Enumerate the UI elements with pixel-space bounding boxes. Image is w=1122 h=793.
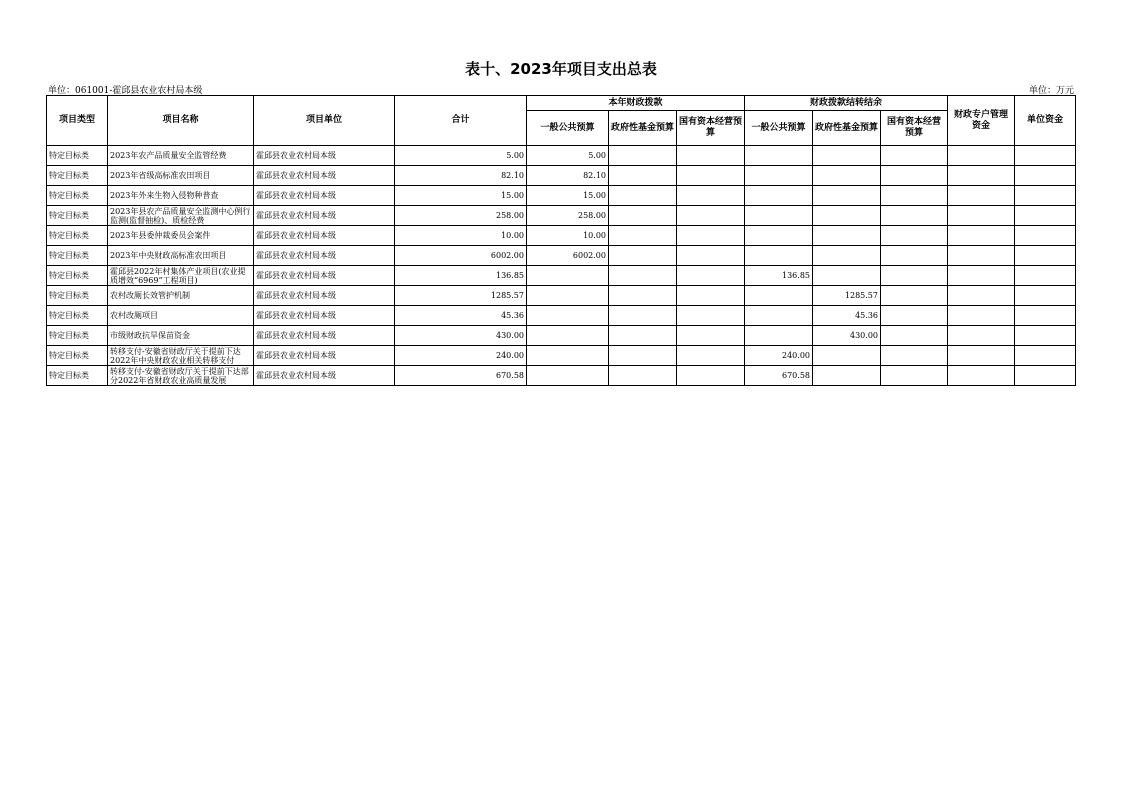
cell-g2-state-capital-budget: [881, 166, 948, 186]
cell-g2-gov-fund-budget: [813, 266, 881, 286]
cell-g1-state-capital-budget: [677, 246, 745, 266]
cell-g1-state-capital-budget: [677, 326, 745, 346]
header-g1-state-capital-budget: 国有资本经营预算: [677, 111, 745, 146]
cell-g1-gov-fund-budget: [609, 346, 677, 366]
cell-project-unit: 霍邱县农业农村局本级: [254, 366, 395, 386]
cell-project-unit: 霍邱县农业农村局本级: [254, 246, 395, 266]
project-name-text: 转移支付-安徽省财政厅关于提前下达部分2022年省财政农业高质量发展: [110, 366, 249, 385]
cell-g1-gov-fund-budget: [609, 186, 677, 206]
cell-project-name: [108, 306, 254, 326]
cell-project-type: 特定目标类: [47, 226, 108, 246]
cell-g1-state-capital-budget: [677, 206, 745, 226]
cell-g2-gov-fund-budget: [813, 366, 881, 386]
cell-project-unit: 霍邱县农业农村局本级: [254, 266, 395, 286]
table-row: [47, 326, 1076, 346]
cell-special-account-funds: [948, 226, 1015, 246]
cell-g2-general-budget: [745, 166, 813, 186]
cell-unit-funds: [1015, 366, 1076, 386]
cell-g2-general-budget: 136.85: [745, 266, 813, 286]
cell-g1-gov-fund-budget: [609, 306, 677, 326]
cell-unit-funds: [1015, 226, 1076, 246]
header-g2-general-budget: 一般公共预算: [745, 111, 813, 146]
cell-g2-state-capital-budget: [881, 226, 948, 246]
cell-total: 240.00: [395, 346, 527, 366]
header-g2-state-capital-budget: 国有资本经营预算: [881, 111, 948, 146]
header-project-type: 项目类型: [47, 96, 108, 146]
cell-unit-funds: [1015, 286, 1076, 306]
header-g2-gov-fund-budget: 政府性基金预算: [813, 111, 881, 146]
cell-g1-gov-fund-budget: [609, 166, 677, 186]
cell-g1-state-capital-budget: [677, 226, 745, 246]
cell-project-type: 特定目标类: [47, 306, 108, 326]
cell-g1-state-capital-budget: [677, 346, 745, 366]
table-row: [47, 286, 1076, 306]
cell-project-name: [108, 326, 254, 346]
cell-g1-general-budget: [527, 366, 609, 386]
cell-project-name: [108, 346, 254, 366]
cell-g1-general-budget: 6002.00: [527, 246, 609, 266]
cell-g1-gov-fund-budget: [609, 146, 677, 166]
cell-unit-funds: [1015, 246, 1076, 266]
cell-g2-gov-fund-budget: [813, 186, 881, 206]
cell-total: 1285.57: [395, 286, 527, 306]
cell-unit-funds: [1015, 306, 1076, 326]
cell-g2-gov-fund-budget: [813, 226, 881, 246]
cell-total: 10.00: [395, 226, 527, 246]
cell-project-unit: 霍邱县农业农村局本级: [254, 146, 395, 166]
cell-g2-state-capital-budget: [881, 146, 948, 166]
cell-project-name: [108, 166, 254, 186]
cell-g1-gov-fund-budget: [609, 266, 677, 286]
cell-g1-state-capital-budget: [677, 166, 745, 186]
cell-special-account-funds: [948, 306, 1015, 326]
cell-unit-funds: [1015, 166, 1076, 186]
cell-g2-gov-fund-budget: [813, 346, 881, 366]
cell-project-name: [108, 146, 254, 166]
cell-project-type: 特定目标类: [47, 166, 108, 186]
cell-total: 136.85: [395, 266, 527, 286]
cell-project-unit: 霍邱县农业农村局本级: [254, 346, 395, 366]
table-row: [47, 186, 1076, 206]
cell-project-type: 特定目标类: [47, 246, 108, 266]
table-row: [47, 146, 1076, 166]
unit-org-label: 单位：061001-霍邱县农业农村局本级: [48, 86, 203, 96]
project-name-text: 2023年农产品质量安全监管经费: [110, 151, 227, 160]
cell-g1-state-capital-budget: [677, 146, 745, 166]
cell-g2-gov-fund-budget: 430.00: [813, 326, 881, 346]
cell-special-account-funds: [948, 266, 1015, 286]
cell-g1-general-budget: [527, 326, 609, 346]
cell-g2-gov-fund-budget: 1285.57: [813, 286, 881, 306]
cell-g2-gov-fund-budget: 45.36: [813, 306, 881, 326]
cell-total: 45.36: [395, 306, 527, 326]
cell-project-unit: 霍邱县农业农村局本级: [254, 226, 395, 246]
project-name-text: 2023年省级高标准农田项目: [110, 171, 211, 180]
cell-g1-gov-fund-budget: [609, 286, 677, 306]
cell-special-account-funds: [948, 286, 1015, 306]
cell-total: 5.00: [395, 146, 527, 166]
cell-g2-gov-fund-budget: [813, 166, 881, 186]
cell-project-unit: 霍邱县农业农村局本级: [254, 186, 395, 206]
project-name-text: 2023年中央财政高标准农田项目: [110, 251, 227, 260]
cell-g1-general-budget: [527, 306, 609, 326]
cell-project-type: 特定目标类: [47, 366, 108, 386]
table-row: [47, 206, 1076, 226]
cell-total: 82.10: [395, 166, 527, 186]
header-special-account-funds: 财政专户管理资金: [948, 96, 1015, 146]
cell-g1-state-capital-budget: [677, 366, 745, 386]
cell-g1-gov-fund-budget: [609, 206, 677, 226]
table-row: [47, 306, 1076, 326]
cell-g2-general-budget: [745, 286, 813, 306]
cell-total: 258.00: [395, 206, 527, 226]
project-name-text: 转移支付-安徽省财政厅关于提前下达2022年中央财政农业相关转移支付: [110, 346, 241, 365]
cell-special-account-funds: [948, 166, 1015, 186]
cell-project-name: [108, 366, 254, 386]
cell-g1-gov-fund-budget: [609, 326, 677, 346]
project-name-text: 农村改厕项目: [110, 311, 158, 320]
cell-project-type: 特定目标类: [47, 206, 108, 226]
header-carryover-balance: 财政拨款结转结余: [745, 96, 948, 111]
cell-project-name: [108, 226, 254, 246]
cell-g1-state-capital-budget: [677, 266, 745, 286]
project-name-text: 2023年县委仲裁委员会案件: [110, 231, 211, 240]
cell-g2-state-capital-budget: [881, 206, 948, 226]
header-total: 合计: [395, 96, 527, 146]
header-project-name: 项目名称: [108, 96, 254, 146]
cell-g2-state-capital-budget: [881, 246, 948, 266]
cell-project-type: 特定目标类: [47, 266, 108, 286]
unit-currency-label: 单位：万元: [1028, 86, 1074, 96]
table-row: [47, 266, 1076, 286]
cell-project-name: [108, 246, 254, 266]
cell-unit-funds: [1015, 206, 1076, 226]
table-row: [47, 346, 1076, 366]
table-body: [47, 146, 1076, 386]
cell-g1-general-budget: 82.10: [527, 166, 609, 186]
cell-special-account-funds: [948, 366, 1015, 386]
cell-project-name: [108, 206, 254, 226]
table-row: [47, 226, 1076, 246]
cell-special-account-funds: [948, 326, 1015, 346]
cell-g2-general-budget: [745, 306, 813, 326]
cell-project-unit: 霍邱县农业农村局本级: [254, 326, 395, 346]
project-name-text: 霍邱县2022年村集体产业项目(农业提质增效“6969”工程项目): [110, 266, 246, 285]
cell-g1-state-capital-budget: [677, 286, 745, 306]
cell-g2-general-budget: [745, 326, 813, 346]
cell-g1-general-budget: 5.00: [527, 146, 609, 166]
cell-g1-general-budget: 258.00: [527, 206, 609, 226]
cell-g1-general-budget: 10.00: [527, 226, 609, 246]
header-project-unit: 项目单位: [254, 96, 395, 146]
cell-unit-funds: [1015, 266, 1076, 286]
cell-special-account-funds: [948, 146, 1015, 166]
project-expenditure-table: [46, 95, 1076, 386]
cell-g2-state-capital-budget: [881, 326, 948, 346]
cell-project-type: 特定目标类: [47, 346, 108, 366]
cell-unit-funds: [1015, 326, 1076, 346]
cell-project-name: [108, 186, 254, 206]
cell-unit-funds: [1015, 186, 1076, 206]
cell-g1-general-budget: 15.00: [527, 186, 609, 206]
project-name-text: 农村改厕长效管护机制: [110, 291, 190, 300]
cell-special-account-funds: [948, 346, 1015, 366]
cell-project-name: [108, 286, 254, 306]
cell-g2-general-budget: 670.58: [745, 366, 813, 386]
page-title: 表十、2023年项目支出总表: [465, 60, 657, 78]
cell-g2-general-budget: [745, 206, 813, 226]
cell-g1-state-capital-budget: [677, 186, 745, 206]
cell-g2-state-capital-budget: [881, 286, 948, 306]
cell-g1-general-budget: [527, 346, 609, 366]
cell-g1-general-budget: [527, 286, 609, 306]
cell-g2-state-capital-budget: [881, 306, 948, 326]
project-name-text: 2023年县农产品质量安全监测中心例行监测(监督抽检)、质检经费: [110, 206, 251, 225]
table-row: [47, 366, 1076, 386]
cell-g1-gov-fund-budget: [609, 246, 677, 266]
cell-project-unit: 霍邱县农业农村局本级: [254, 166, 395, 186]
cell-special-account-funds: [948, 246, 1015, 266]
project-name-text: 市级财政抗旱保苗资金: [110, 331, 190, 340]
cell-unit-funds: [1015, 146, 1076, 166]
cell-project-type: 特定目标类: [47, 326, 108, 346]
cell-g1-gov-fund-budget: [609, 366, 677, 386]
cell-project-type: 特定目标类: [47, 146, 108, 166]
cell-total: 670.58: [395, 366, 527, 386]
table-row: [47, 166, 1076, 186]
cell-g2-general-budget: [745, 146, 813, 166]
header-current-year-appropriation: 本年财政拨款: [527, 96, 745, 111]
cell-g2-state-capital-budget: [881, 346, 948, 366]
cell-g1-state-capital-budget: [677, 306, 745, 326]
cell-g2-state-capital-budget: [881, 186, 948, 206]
cell-g1-general-budget: [527, 266, 609, 286]
cell-g2-gov-fund-budget: [813, 146, 881, 166]
header-g1-general-budget: 一般公共预算: [527, 111, 609, 146]
cell-g2-general-budget: [745, 246, 813, 266]
cell-project-type: 特定目标类: [47, 286, 108, 306]
cell-total: 430.00: [395, 326, 527, 346]
cell-g1-gov-fund-budget: [609, 226, 677, 246]
cell-project-unit: 霍邱县农业农村局本级: [254, 286, 395, 306]
cell-g2-general-budget: 240.00: [745, 346, 813, 366]
cell-g2-state-capital-budget: [881, 266, 948, 286]
table-row: [47, 246, 1076, 266]
header-unit-funds: 单位资金: [1015, 96, 1076, 146]
header-g1-gov-fund-budget: 政府性基金预算: [609, 111, 677, 146]
cell-project-type: 特定目标类: [47, 186, 108, 206]
cell-special-account-funds: [948, 206, 1015, 226]
cell-special-account-funds: [948, 186, 1015, 206]
cell-total: 15.00: [395, 186, 527, 206]
cell-g2-gov-fund-budget: [813, 206, 881, 226]
cell-g2-general-budget: [745, 226, 813, 246]
cell-total: 6002.00: [395, 246, 527, 266]
cell-project-name: [108, 266, 254, 286]
project-name-text: 2023年外来生物入侵物种普查: [110, 191, 219, 200]
cell-project-unit: 霍邱县农业农村局本级: [254, 306, 395, 326]
cell-g2-state-capital-budget: [881, 366, 948, 386]
cell-g2-gov-fund-budget: [813, 246, 881, 266]
cell-g2-general-budget: [745, 186, 813, 206]
cell-unit-funds: [1015, 346, 1076, 366]
cell-project-unit: 霍邱县农业农村局本级: [254, 206, 395, 226]
